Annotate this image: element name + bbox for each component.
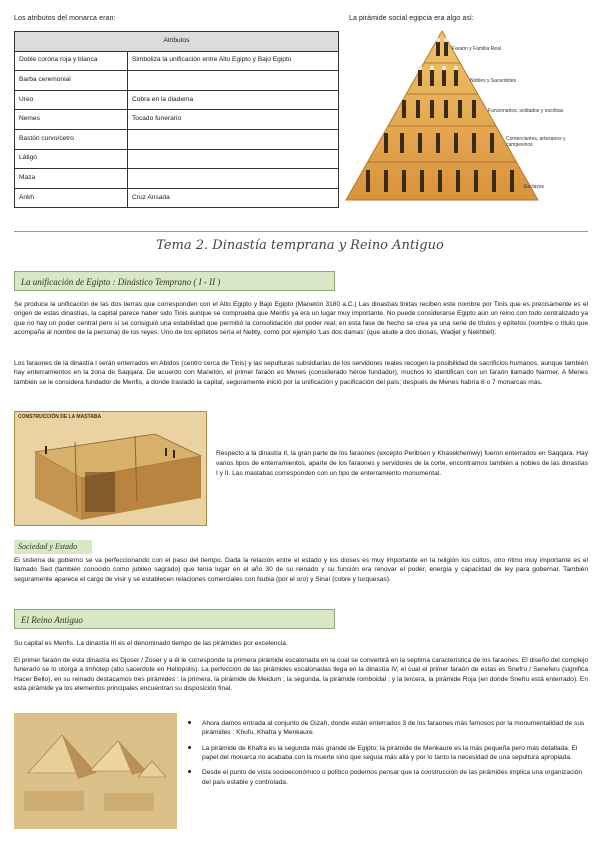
bullet-icon <box>188 770 191 773</box>
paragraph: El primer faraón de esta dinastía es Djoser / Zoser y a él le corresponde la primera pirámide escalonada en la cual se convertirá en la septima característica de los faraones. El diseño del complejo funerario se lo otorga a Imhotep (alto sacerdote en Heliópolis). La perfección de las pirámides escalonadas llega en la dinastía IV, el cual el primer faraón de estas es Snefru / Seneferu (significa Hacer Bello), en su reinado destacamos tres pirámides : la primera, la pirámide de Meidum ; la segunda, la pirámide romboidal ; y la tercera, la pirámide Roja (en donde Snefru está enterrado). En esta pirámide ya los elementos principales encuentran su disposición final. <box>14 657 588 693</box>
giza-illustration <box>14 713 177 829</box>
paragraph: Su capital es Menfis. La dinastía III es el denominado tiempo de las pirámides por excelencia. <box>14 640 288 647</box>
attributes-heading: Los atributos del monarca eran: <box>14 15 116 22</box>
section-heading-old-kingdom: El Reino Antiguo <box>14 609 335 629</box>
old-kingdom-bullet-list <box>188 719 588 793</box>
attribute-meaning <box>128 169 339 189</box>
social-pyramid-image <box>344 28 592 203</box>
divider <box>14 231 588 232</box>
attribute-name: Maza <box>15 169 128 189</box>
list-item <box>188 768 588 787</box>
table-row <box>15 129 339 149</box>
attribute-name: Doble corona roja y blanca <box>15 51 128 71</box>
attribute-name: Nemes <box>15 110 128 130</box>
giza-image <box>14 713 177 829</box>
attribute-name: Ankh <box>15 188 128 208</box>
pyramid-label-nobles: Nobles y Sacerdotes <box>470 78 517 84</box>
attribute-meaning: Simboliza la unificación entre Alto Egipto y Bajo Egipto <box>128 51 339 71</box>
table-row <box>15 90 339 110</box>
paragraph: Se produce la unificación de las dos tierras que corresponden con el Alto Egipto y Bajo Egipto (Manetón 3180 a.C.) Las dinastías tinitas reciben este nombre por Tinis que es precisamente es el origen de estas dinastías, la capital parece haber sido Tinis aunque se comprueba que Menfis ya era un lugar muy importante. No puede considerarse Egipto aún un reino con todo centralizado ya que no hay un poder central pero sí se consiguió una estabilidad que permitió la consolidación del poder real; en esta fase de hecho se crea ya una serie de títulos y epítetos (nombre o título que acompaña al nombre de la persona) de los reyes. Uno de los epítetos sería el Nebty, como por ejemplo 'Las dos damas' (que alude a dos diosas, Wadjet y Nekhbet). <box>14 301 588 337</box>
bullet-icon <box>188 746 191 749</box>
table-row <box>15 71 339 91</box>
pyramid-label-officials: Funcionarios, soldados y escribas <box>488 108 564 114</box>
mastaba-caption: CONSTRUCCIÓN DE LA MASTABA <box>18 414 102 420</box>
mastaba-image <box>14 411 207 526</box>
pyramid-heading: La pirámide social egipcia era algo así: <box>349 15 475 22</box>
table-row <box>15 188 339 208</box>
table-row <box>15 110 339 130</box>
table-header-row <box>15 32 339 52</box>
table-header: Atributos <box>15 32 339 52</box>
attribute-name: Ureo <box>15 90 128 110</box>
paragraph: Los faraones de la dinastía I serán enterrados en Abidos (centro cerca de Tinis) y las sepulturas subsidiarias de los servidores reales recogen la posibilidad de sacrificios humanos, aunque también hay enterramientos en la zona de Saqqara. De acuerdo con Manetón, el primer faraón es Menes (considerado héroe fundador), muchos lo identifican con un faraón llamado Narmer. A Menes también se le considera fundador de Menfis, a donde trasladó la capital, seguramente inició por la unificación y pacificación del país; después de Menes habría 6 o 7 monarcas más. <box>14 360 588 386</box>
pyramid-label-slaves: Esclavos <box>524 184 545 190</box>
bullet-icon <box>188 721 191 724</box>
attribute-meaning: Tocado funerario <box>128 110 339 130</box>
paragraph: El sistema de gobierno se va perfeccionando con el paso del tiempo. Dada la relación entre el estado y los dioses es muy importante en la religión los cultos, otro ritmo muy importante es el llamado Sed (también conocido como jubileo sagrado) que tenía lugar en el año 30 de su reinado y su función era renovar el poder, energía y capacidad de ley para gobernar. También seguramente aparece el cargo de visir y se establecen relaciones comerciales con Nubia (por el oro) y Sinaí (cobre y turquesas). <box>14 557 588 583</box>
section-heading-society: Sociedad y Estado <box>14 540 92 554</box>
attributes-table <box>14 31 339 208</box>
list-item <box>188 744 588 763</box>
attribute-name: Bastón curvo/cetro <box>15 129 128 149</box>
pyramid-illustration <box>344 28 592 203</box>
table-row <box>15 169 339 189</box>
pyramid-label-merchants: Comerciantes, artesanos y campesinos <box>506 136 566 148</box>
page-title: Tema 2. Dinastía temprana y Reino Antiguo <box>156 238 444 253</box>
attribute-name: Látigo <box>15 149 128 169</box>
section-heading-unification: La unificación de Egipto : Dinástico Temprano ( I - II ) <box>14 271 335 291</box>
list-item <box>188 719 588 738</box>
attribute-meaning <box>128 71 339 91</box>
paragraph: Respecto a la dinastía II, la gran parte de los faraones (excepto Peribsen y Khasekhemwy) fueron enterrados en Saqqara. Hay varios tipos de enterramientos, aparte de los faraones y servidores de la corte, encontramos también a nobles de las dinastías I y II. Las mastabas corresponden con un tipo de enterramiento monumental. <box>216 450 588 477</box>
table-row <box>15 149 339 169</box>
mastaba-illustration <box>15 412 207 526</box>
attribute-meaning: Cobra en la diadema <box>128 90 339 110</box>
attribute-meaning <box>128 149 339 169</box>
list-item-text: Desde el punto de vista socioeconómico o político podemos pensar que la construcción de las pirámides implica una organización del país estable y controlada. <box>202 769 583 786</box>
pyramid-label-pharaoh: Faraón y Familia Real <box>452 46 501 52</box>
attribute-meaning: Cruz Ansada <box>128 188 339 208</box>
attribute-meaning <box>128 129 339 149</box>
table-row <box>15 51 339 71</box>
list-item-text: La pirámide de Khafra es la segunda más grande de Egipto; la pirámide de Menkaure es la más pequeña pero más detallada. El papel del monarca no acababa con la muerte sino que seguía más allá y por lo tanto la necesidad de una sepultura apropiada. <box>202 744 578 762</box>
list-item-text: Ahora damos entrada al conjunto de Gizah, donde están enterrados 3 de los faraones más famosos por la monumentalidad de sus pirámides : Khufu, Khafra y Menkaure. <box>202 720 585 737</box>
attribute-name: Barba ceremonial <box>15 71 128 91</box>
